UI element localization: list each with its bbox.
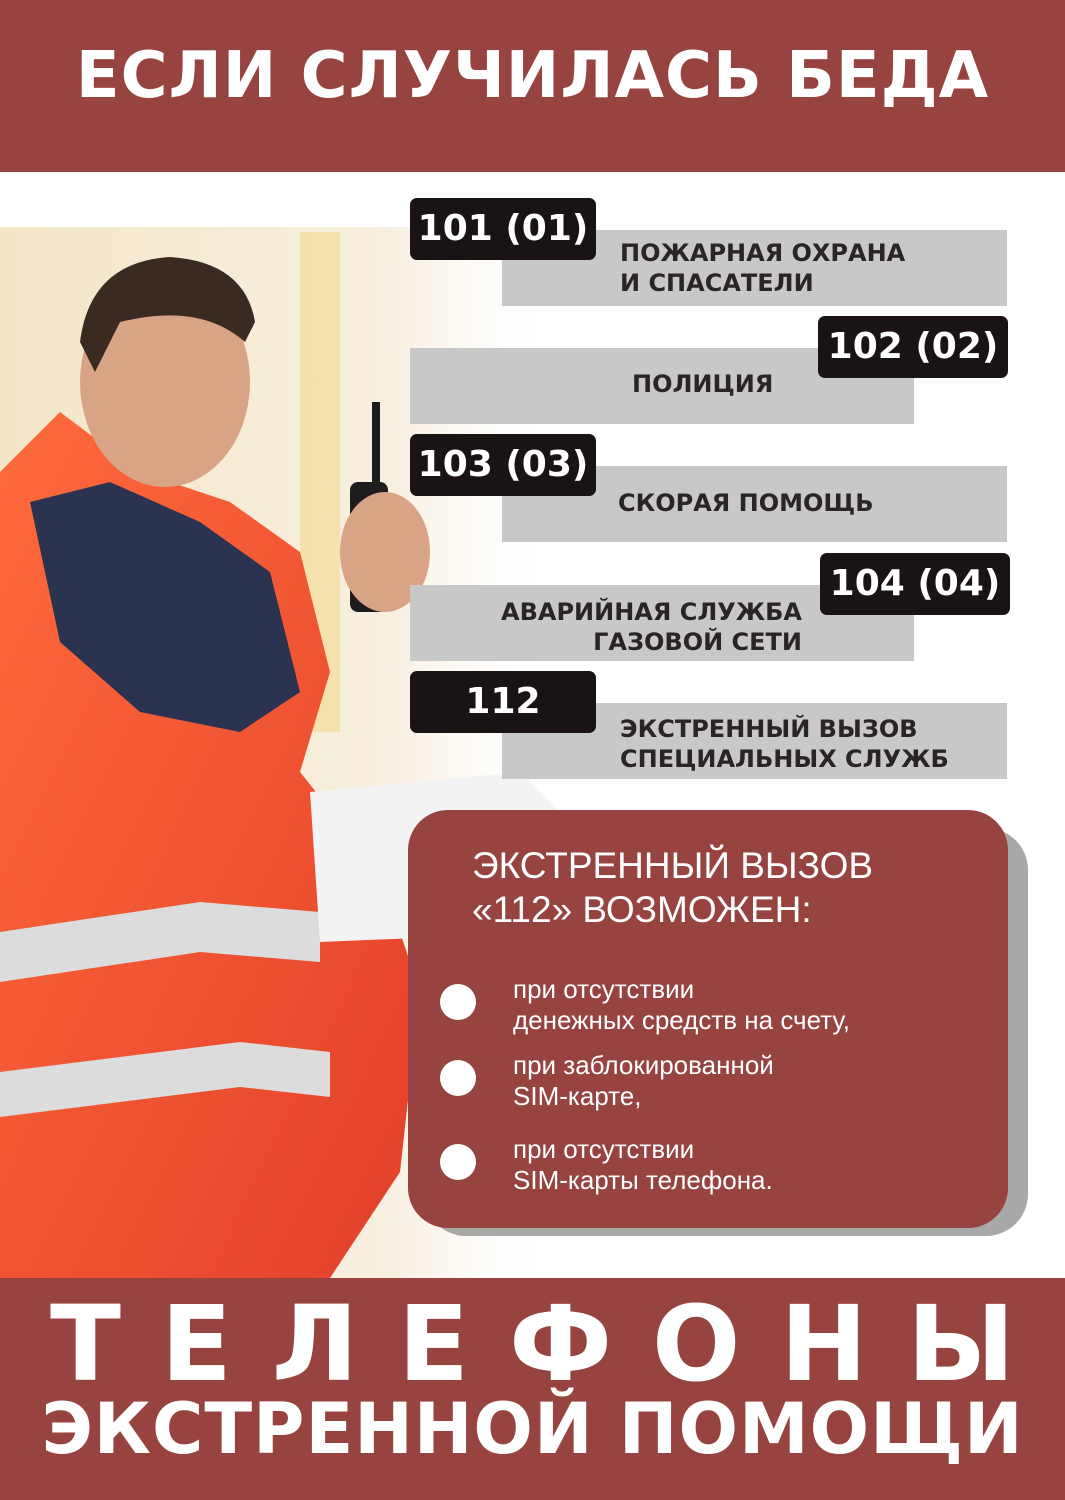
footer-letter: Л [271,1283,359,1405]
page-title: ЕСЛИ СЛУЧИЛАСЬ БЕДА [75,39,990,113]
footer-letter: Ф [508,1283,613,1405]
condition-item [440,974,1000,1044]
footer-letter: Е [398,1283,470,1405]
footer-title-line1 [50,1283,1015,1405]
footer-letter: О [651,1283,741,1405]
footer-letter: Н [780,1283,868,1405]
service-name-police: ПОЛИЦИЯ [632,370,774,398]
info-panel-title: ЭКСТРЕННЫЙ ВЫЗОВ «112» ВОЗМОЖЕН: [472,845,874,930]
service-name-gas: АВАРИЙНАЯ СЛУЖБА ГАЗОВОЙ СЕТИ [501,598,802,656]
service-name-112: ЭКСТРЕННЫЙ ВЫЗОВ СПЕЦИАЛЬНЫХ СЛУЖБ [620,715,949,773]
service-name-ambulance: СКОРАЯ ПОМОЩЬ [618,489,874,517]
condition-text: при заблокированной SIM-карте, [513,1050,774,1111]
service-number-112[interactable]: 112 [410,671,596,733]
bullet-icon [440,1060,476,1096]
footer-letter: Ы [907,1283,1015,1405]
condition-item [440,1050,1000,1120]
footer-letter: Т [50,1283,121,1405]
condition-item [440,1134,1000,1204]
service-name-fire: ПОЖАРНАЯ ОХРАНА И СПАСАТЕЛИ [620,239,906,297]
bullet-icon [440,984,476,1020]
footer-letter: Е [160,1283,232,1405]
service-number-gas[interactable]: 104 (04) [820,553,1010,615]
condition-text: при отсутствии SIM-карты телефона. [513,1134,773,1195]
service-number-ambulance[interactable]: 103 (03) [410,434,596,496]
service-number-fire[interactable]: 101 (01) [410,198,596,260]
condition-text: при отсутствии денежных средств на счету, [513,974,850,1035]
service-number-police[interactable]: 102 (02) [818,316,1008,378]
footer-title-line2: ЭКСТРЕННОЙ ПОМОЩИ [41,1388,1024,1470]
bullet-icon [440,1144,476,1180]
